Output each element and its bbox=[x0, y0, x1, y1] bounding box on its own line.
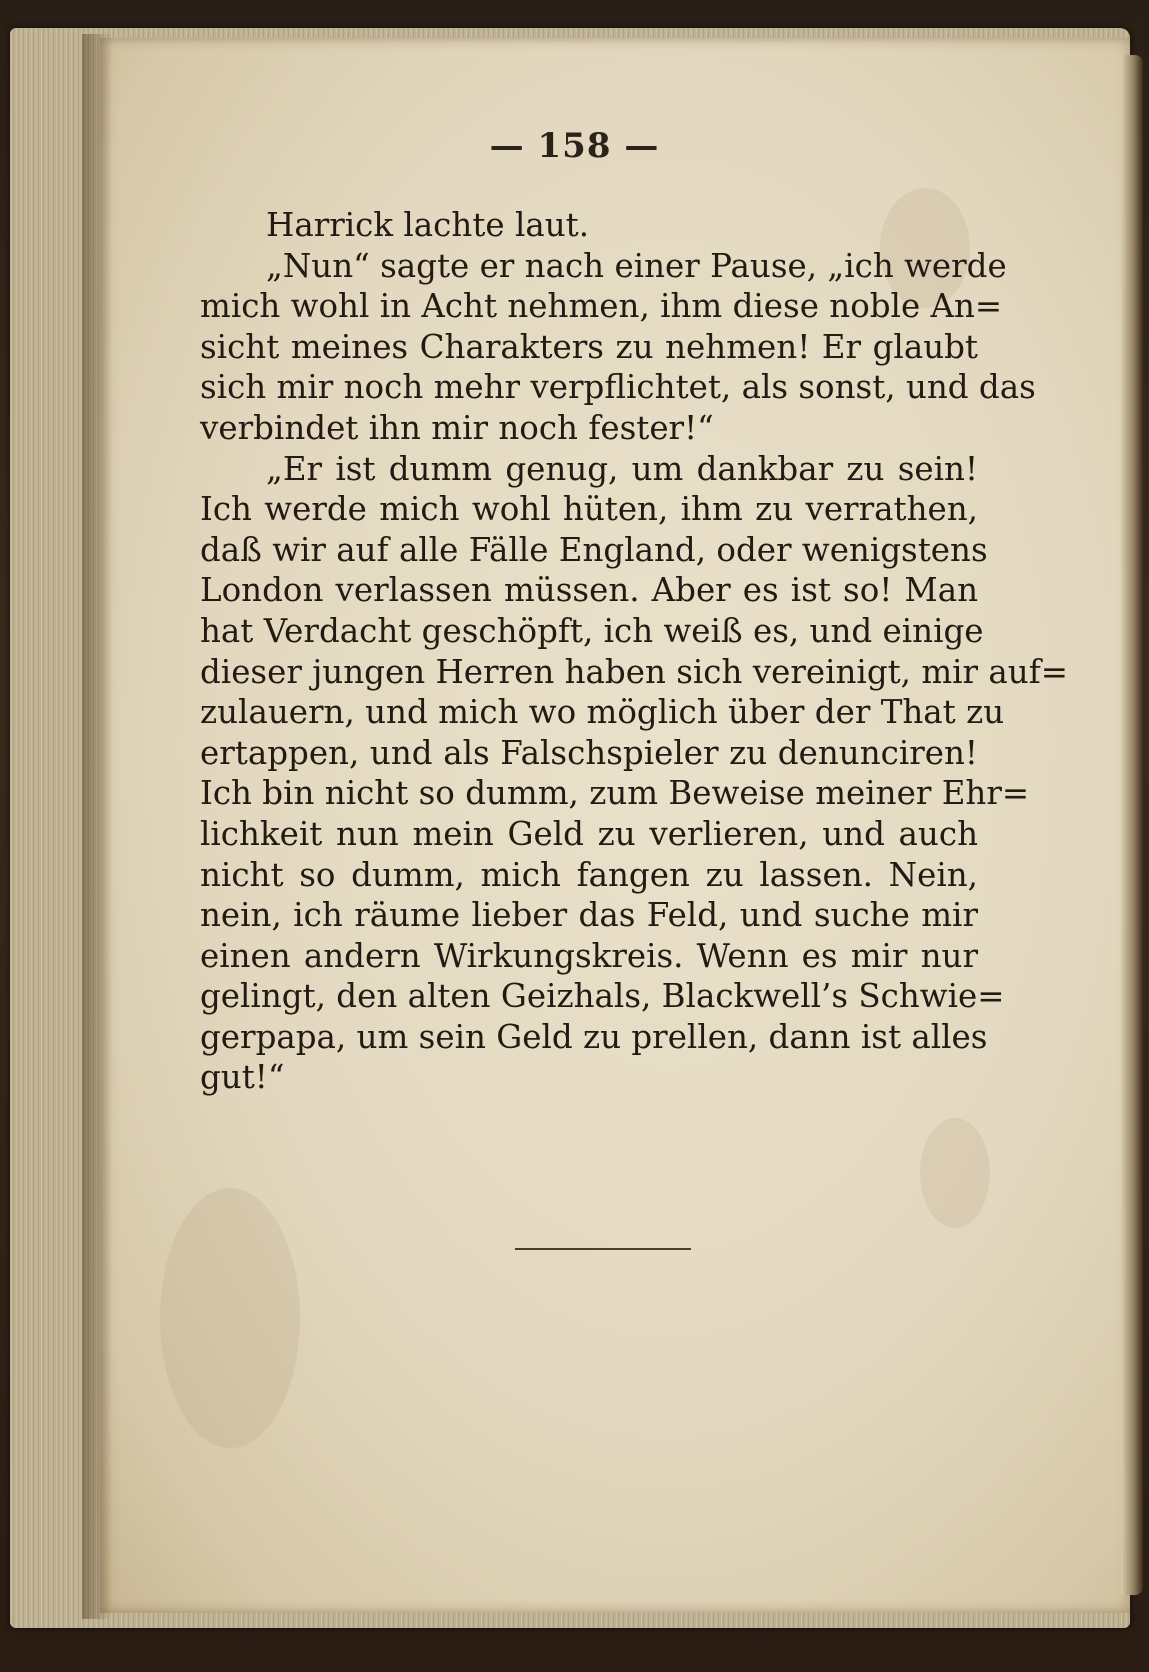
page-right-edge bbox=[1121, 55, 1143, 1595]
text-line: Ich werde mich wohl hüten, ihm zu verrathen, bbox=[200, 490, 978, 529]
text-line: nein, ich räume lieber das Feld, und suche mir bbox=[200, 896, 978, 935]
body-text bbox=[200, 205, 1068, 1098]
spine-shadow bbox=[82, 34, 112, 1619]
text-line: zulauern, und mich wo möglich über der That zu bbox=[200, 693, 1005, 732]
text-line: „Er ist dumm genug, um dankbar zu sein! bbox=[266, 449, 978, 488]
text-line: gut!“ bbox=[200, 1058, 285, 1097]
paper-stain bbox=[920, 1118, 990, 1228]
text-line: sich mir noch mehr verpflichtet, als sonst, und das bbox=[200, 368, 1036, 407]
section-divider bbox=[515, 1248, 691, 1250]
paper-stain bbox=[160, 1188, 300, 1448]
text-line: „Nun“ sagte er nach einer Pause, „ich werde bbox=[266, 246, 1007, 285]
text-line: lichkeit nun mein Geld zu verlieren, und auch bbox=[200, 814, 978, 853]
text-line: London verlassen müssen. Aber es ist so! Man bbox=[200, 571, 978, 610]
text-line: gerpapa, um sein Geld zu prellen, dann ist alles bbox=[200, 1017, 988, 1056]
text-line: dieser jungen Herren haben sich vereinigt, mir auf= bbox=[200, 652, 1068, 691]
text-line: sicht meines Charakters zu nehmen! Er glaubt bbox=[200, 327, 978, 366]
text-line: Ich bin nicht so dumm, zum Beweise meiner Ehr= bbox=[200, 774, 1030, 813]
text-line: gelingt, den alten Geizhals, Blackwell’s Schwie= bbox=[200, 977, 1005, 1016]
text-line: hat Verdacht geschöpft, ich weiß es, und einige bbox=[200, 611, 984, 650]
page-number: — 158 — bbox=[489, 126, 660, 166]
text-line: einen andern Wirkungskreis. Wenn es mir nur bbox=[200, 936, 978, 975]
text-line: Harrick lachte laut. bbox=[266, 206, 590, 244]
text-line: daß wir auf alle Fälle England, oder wenigstens bbox=[200, 530, 988, 569]
text-line: nicht so dumm, mich fangen zu lassen. Nein, bbox=[200, 855, 978, 894]
text-line: mich wohl in Acht nehmen, ihm diese noble An= bbox=[200, 287, 1003, 326]
text-line: ertappen, und als Falschspieler zu denunciren! bbox=[200, 733, 978, 772]
text-line: verbindet ihn mir noch fester!“ bbox=[200, 408, 714, 447]
